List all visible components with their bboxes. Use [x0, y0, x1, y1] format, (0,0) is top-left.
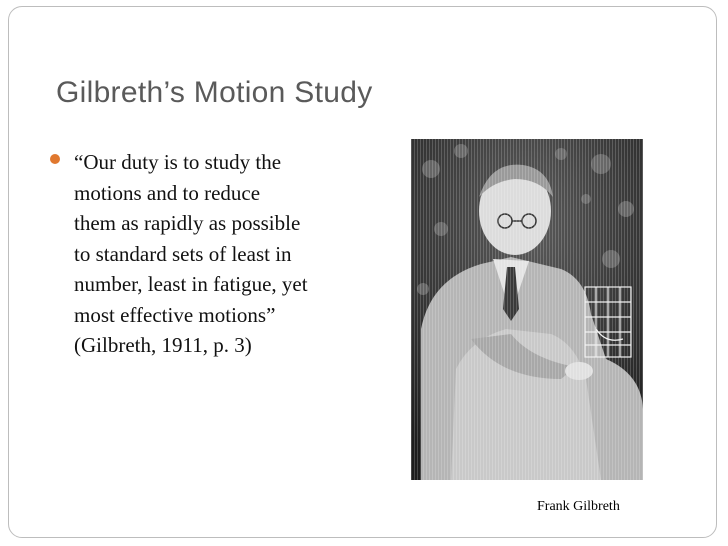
portrait-photo — [411, 139, 643, 480]
bullet-dot-icon — [50, 154, 60, 164]
slide-title: Gilbreth’s Motion Study — [56, 76, 373, 109]
quote-text: “Our duty is to study the motions and to reduce them as rapidly as possible to standard sets of least in number, least in fatigue, yet most effective motions” (Gilbreth, 1911, p. 3) — [74, 150, 308, 357]
bullet-item — [58, 147, 358, 361]
photo-caption: Frank Gilbreth — [537, 499, 620, 514]
